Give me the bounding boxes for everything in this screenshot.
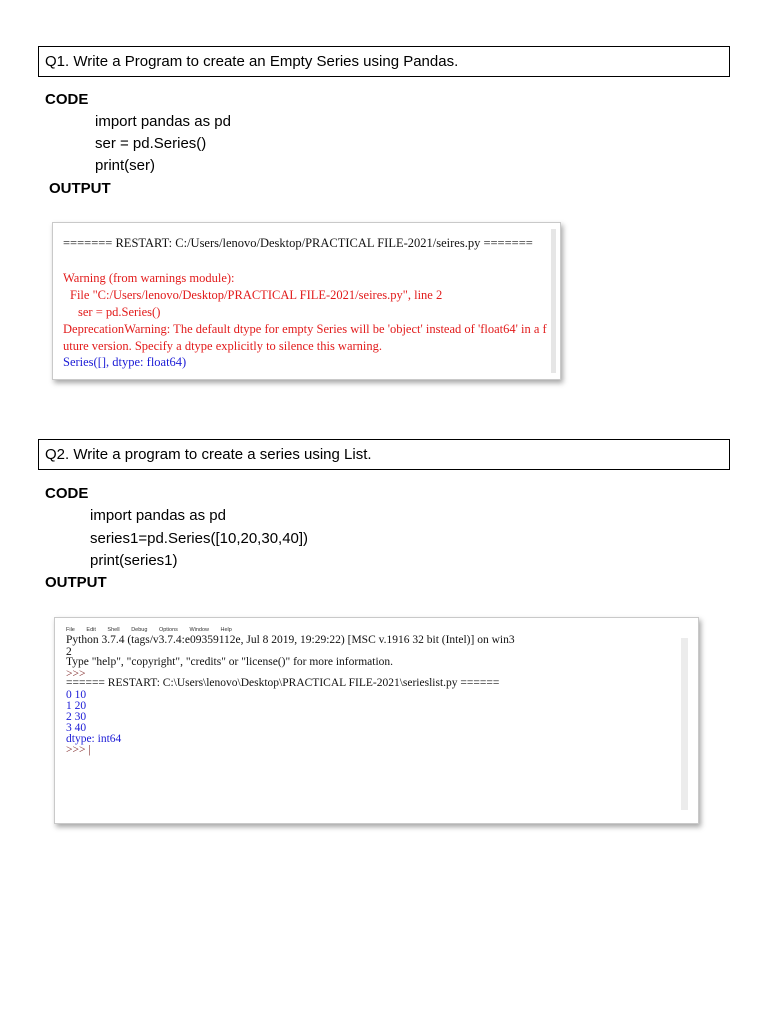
warning-line: ser = pd.Series() [78, 305, 161, 319]
q1-code-line: ser = pd.Series() [95, 135, 207, 152]
menu-options[interactable]: Options [158, 627, 178, 633]
idle-menu-bar [66, 627, 242, 633]
prompt-line: >>> [66, 668, 86, 680]
warning-line: Warning (from warnings module): [63, 271, 235, 285]
scrollbar[interactable] [551, 229, 556, 373]
banner-line: Python 3.7.4 (tags/v3.7.4:e09359112e, Jul 8 2019, 19:29:22) [MSC v.1916 32 bit (Intel)] on win3 [66, 634, 515, 646]
banner-line: 2 [66, 646, 72, 658]
menu-edit[interactable]: Edit [86, 627, 96, 633]
result-line: Series([], dtype: float64) [63, 355, 187, 369]
warning-line: File "C:/Users/lenovo/Desktop/PRACTICAL FILE-2021/seires.py", line 2 [70, 288, 443, 302]
menu-shell[interactable]: Shell [107, 627, 120, 633]
q2-output-label: OUTPUT [45, 574, 107, 591]
question-1-box [38, 46, 730, 77]
output-row: 0 10 [66, 689, 87, 701]
q2-code-line: print(series1) [90, 552, 178, 569]
menu-help[interactable]: Help [220, 627, 232, 633]
restart-line: ====== RESTART: C:\Users\lenovo\Desktop\PRACTICAL FILE-2021\serieslist.py ====== [66, 677, 500, 689]
warning-line: DeprecationWarning: The default dtype for empty Series will be 'object' instead of 'float64' in a f [63, 322, 547, 336]
warning-line: uture version. Specify a dtype explicitly to silence this warning. [63, 339, 383, 353]
output-row: 2 30 [66, 711, 87, 723]
q2-output-screenshot [54, 617, 699, 824]
restart-line: ======= RESTART: C:/Users/lenovo/Desktop/PRACTICAL FILE-2021/seires.py ======= [63, 236, 533, 250]
menu-debug[interactable]: Debug [131, 627, 148, 633]
q2-code-label: CODE [45, 485, 89, 502]
q1-code-line: print(ser) [95, 157, 156, 174]
menu-file[interactable]: File [66, 627, 75, 633]
final-prompt-line[interactable]: >>> | [66, 744, 91, 756]
q1-code-line: import pandas as pd [95, 113, 231, 130]
dtype-line: dtype: int64 [66, 733, 122, 745]
menu-window[interactable]: Window [189, 627, 209, 633]
output-row: 3 40 [66, 722, 87, 734]
scrollbar[interactable] [681, 638, 688, 810]
output-row: 1 20 [66, 700, 87, 712]
q2-code-line: import pandas as pd [90, 507, 226, 524]
q1-output-screenshot [52, 222, 561, 380]
q1-code-label: CODE [45, 91, 89, 108]
banner-line: Type "help", "copyright", "credits" or "license()" for more information. [66, 656, 394, 668]
question-1-text: Q1. Write a Program to create an Empty Series using Pandas. [45, 53, 459, 70]
question-2-box [38, 439, 730, 470]
q1-output-label: OUTPUT [49, 180, 111, 197]
question-2-text: Q2. Write a program to create a series using List. [45, 446, 372, 463]
q2-code-line: series1=pd.Series([10,20,30,40]) [90, 530, 309, 547]
